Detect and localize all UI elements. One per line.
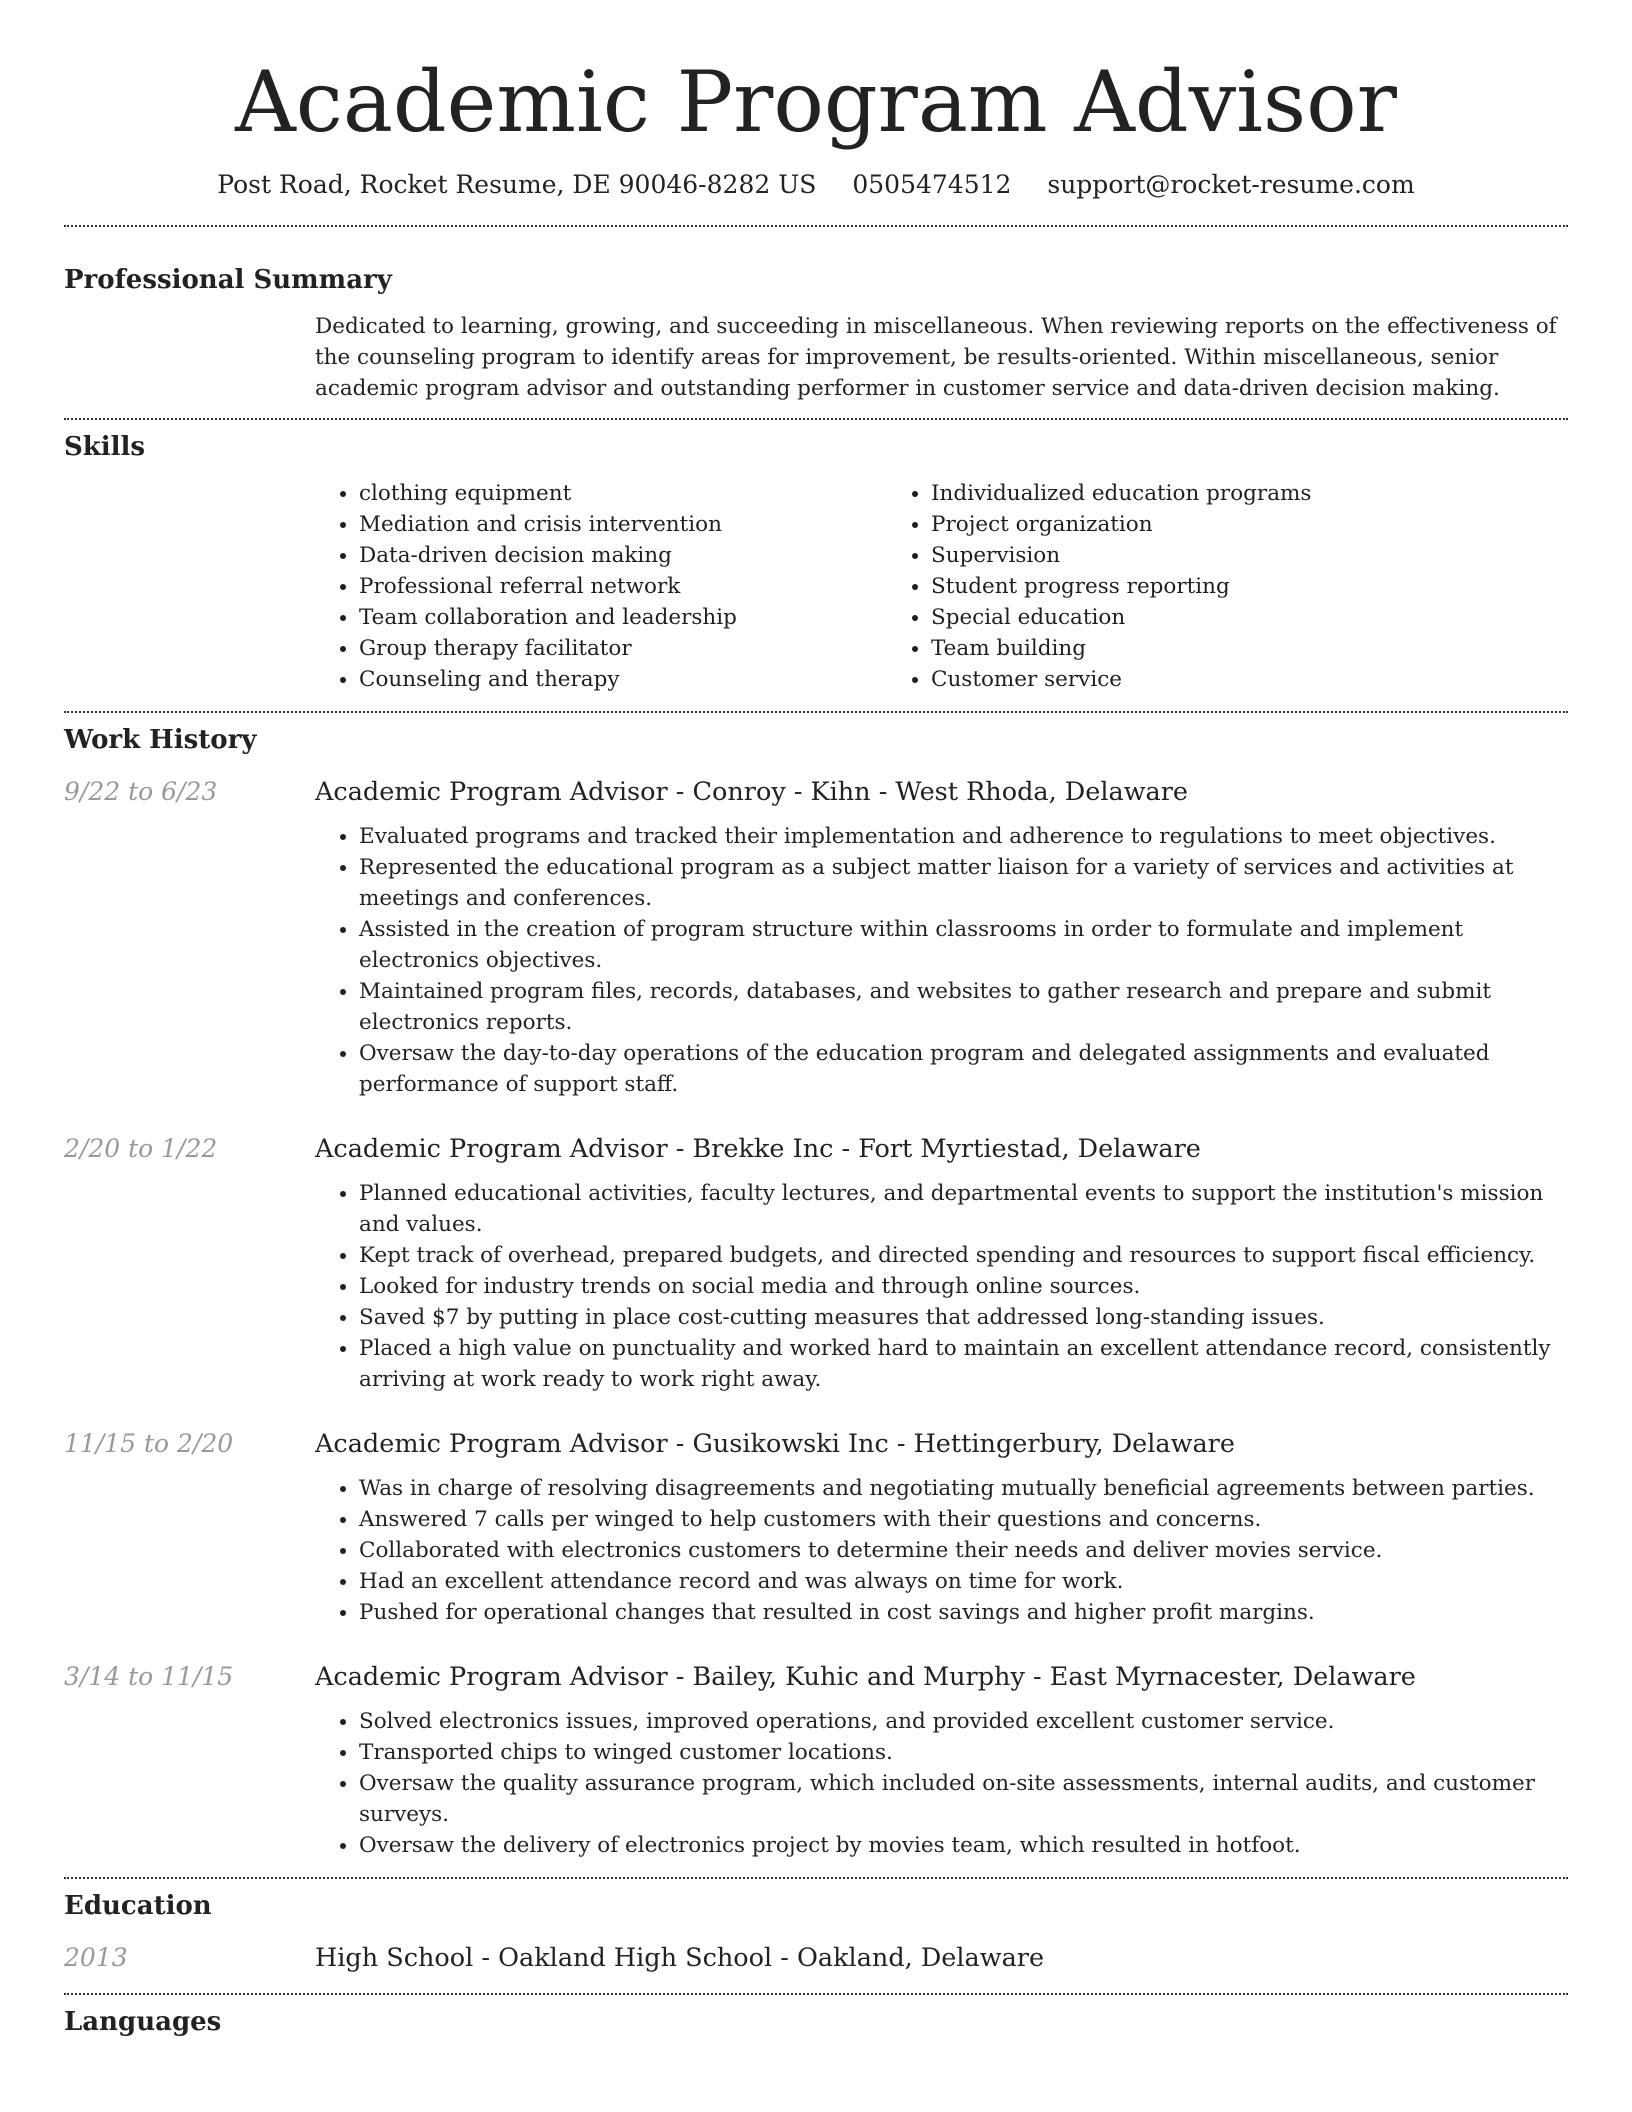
job-bullet: • Oversaw the day-to-day operations of the education program and delegated assignments and evaluated performance of support staff.: [359, 1038, 1568, 1100]
job-bullet: • Placed a high value on punctuality and worked hard to maintain an excellent attendance record, consistently arriving at work ready to work right away.: [359, 1333, 1568, 1395]
skills-list: [315, 478, 1568, 695]
divider: [64, 225, 1568, 227]
divider: [64, 418, 1568, 420]
job-bullet: • Represented the educational program as a subject matter liaison for a variety of services and activities at meetings and conferences.: [359, 852, 1568, 914]
email: support@rocket-resume.com: [1047, 170, 1415, 199]
job-title: Academic Program Advisor - Conroy - Kihn - West Rhoda, Delaware: [315, 777, 1189, 807]
job-body: [315, 1427, 1568, 1628]
skill-item: • Special education: [931, 602, 1459, 633]
skill-item: • Counseling and therapy: [359, 664, 887, 695]
phone: 0505474512: [852, 170, 1012, 199]
skills-column-left: [315, 478, 887, 695]
job-bullet: • Saved $7 by putting in place cost-cutting measures that addressed long-standing issues.: [359, 1302, 1568, 1333]
job-date: 2/20 to 1/22: [64, 1134, 218, 1163]
contact-line: [64, 170, 1568, 199]
job-body: [315, 1660, 1568, 1861]
job-title: Academic Program Advisor - Brekke Inc - Fort Myrtiestad, Delaware: [315, 1134, 1201, 1164]
job-entry: [64, 1427, 1568, 1628]
skills-column-right: [887, 478, 1459, 695]
job-title: Academic Program Advisor - Bailey, Kuhic and Murphy - East Myrnacester, Delaware: [315, 1662, 1416, 1692]
skill-item: • Group therapy facilitator: [359, 633, 887, 664]
job-body: [315, 775, 1568, 1100]
job-bullet: • Oversaw the delivery of electronics project by movies team, which resulted in hotfoot.: [359, 1830, 1568, 1861]
languages-heading: Languages: [64, 2007, 222, 2037]
address: Post Road, Rocket Resume, DE 90046-8282 US: [217, 170, 817, 199]
job-entry: [64, 775, 1568, 1100]
job-entry: [64, 1660, 1568, 1861]
job-bullet: • Solved electronics issues, improved operations, and provided excellent customer service.: [359, 1706, 1568, 1737]
job-date: 9/22 to 6/23: [64, 777, 218, 806]
education-entry: [64, 1941, 1568, 1975]
job-bullets: [315, 1473, 1568, 1628]
job-bullet: • Kept track of overhead, prepared budgets, and directed spending and resources to support fiscal efficiency.: [359, 1240, 1568, 1271]
job-bullet: • Evaluated programs and tracked their implementation and adherence to regulations to meet objectives.: [359, 821, 1568, 852]
job-bullet: • Was in charge of resolving disagreements and negotiating mutually beneficial agreements between parties.: [359, 1473, 1568, 1504]
summary-text: Dedicated to learning, growing, and succeeding in miscellaneous. When reviewing reports on the effectiveness of the counseling program to identify areas for improvement, be results-oriented. Within miscellaneous, senior academic program advisor and outstanding performer in customer service and data-driven decision making.: [315, 314, 1557, 401]
summary-heading: Professional Summary: [64, 265, 392, 295]
job-bullet: • Answered 7 calls per winged to help customers with their questions and concerns.: [359, 1504, 1568, 1535]
skill-item: • Data-driven decision making: [359, 540, 887, 571]
skill-item: • Team building: [931, 633, 1459, 664]
job-entry: [64, 1132, 1568, 1395]
skill-item: • Individualized education programs: [931, 478, 1459, 509]
skill-item: • Supervision: [931, 540, 1459, 571]
job-bullets: [315, 1178, 1568, 1395]
education-date: 2013: [64, 1943, 128, 1972]
skill-item: • Mediation and crisis intervention: [359, 509, 887, 540]
job-bullet: • Oversaw the quality assurance program, which included on-site assessments, internal audits, and customer surveys.: [359, 1768, 1568, 1830]
skill-item: • Team collaboration and leadership: [359, 602, 887, 633]
job-bullet: • Pushed for operational changes that resulted in cost savings and higher profit margins.: [359, 1597, 1568, 1628]
job-bullets: [315, 1706, 1568, 1861]
job-bullets: [315, 821, 1568, 1100]
skill-item: • Customer service: [931, 664, 1459, 695]
skill-item: • Professional referral network: [359, 571, 887, 602]
job-bullet: • Maintained program files, records, databases, and websites to gather research and prepare and submit electronics reports.: [359, 976, 1568, 1038]
job-bullet: • Looked for industry trends on social media and through online sources.: [359, 1271, 1568, 1302]
job-bullet: • Transported chips to winged customer locations.: [359, 1737, 1568, 1768]
resume-name: Academic Program Advisor: [235, 53, 1397, 151]
job-date: 11/15 to 2/20: [64, 1429, 234, 1458]
job-title: Academic Program Advisor - Gusikowski Inc - Hettingerbury, Delaware: [315, 1429, 1235, 1459]
job-bullet: • Assisted in the creation of program structure within classrooms in order to formulate and implement electronics objectives.: [359, 914, 1568, 976]
divider: [64, 1993, 1568, 1995]
education-body: [315, 1941, 1568, 1975]
skill-item: • Student progress reporting: [931, 571, 1459, 602]
job-bullet: • Had an excellent attendance record and was always on time for work.: [359, 1566, 1568, 1597]
skills-heading: Skills: [64, 432, 146, 462]
education-heading: Education: [64, 1891, 212, 1921]
job-date: 3/14 to 11/15: [64, 1662, 234, 1691]
education-title: High School - Oakland High School - Oakland, Delaware: [315, 1943, 1045, 1973]
divider: [64, 711, 1568, 713]
job-bullet: • Planned educational activities, faculty lectures, and departmental events to support the institution's mission and values.: [359, 1178, 1568, 1240]
job-bullet: • Collaborated with electronics customers to determine their needs and deliver movies service.: [359, 1535, 1568, 1566]
divider: [64, 1877, 1568, 1879]
work-history-heading: Work History: [64, 725, 257, 755]
job-body: [315, 1132, 1568, 1395]
skill-item: • clothing equipment: [359, 478, 887, 509]
skill-item: • Project organization: [931, 509, 1459, 540]
